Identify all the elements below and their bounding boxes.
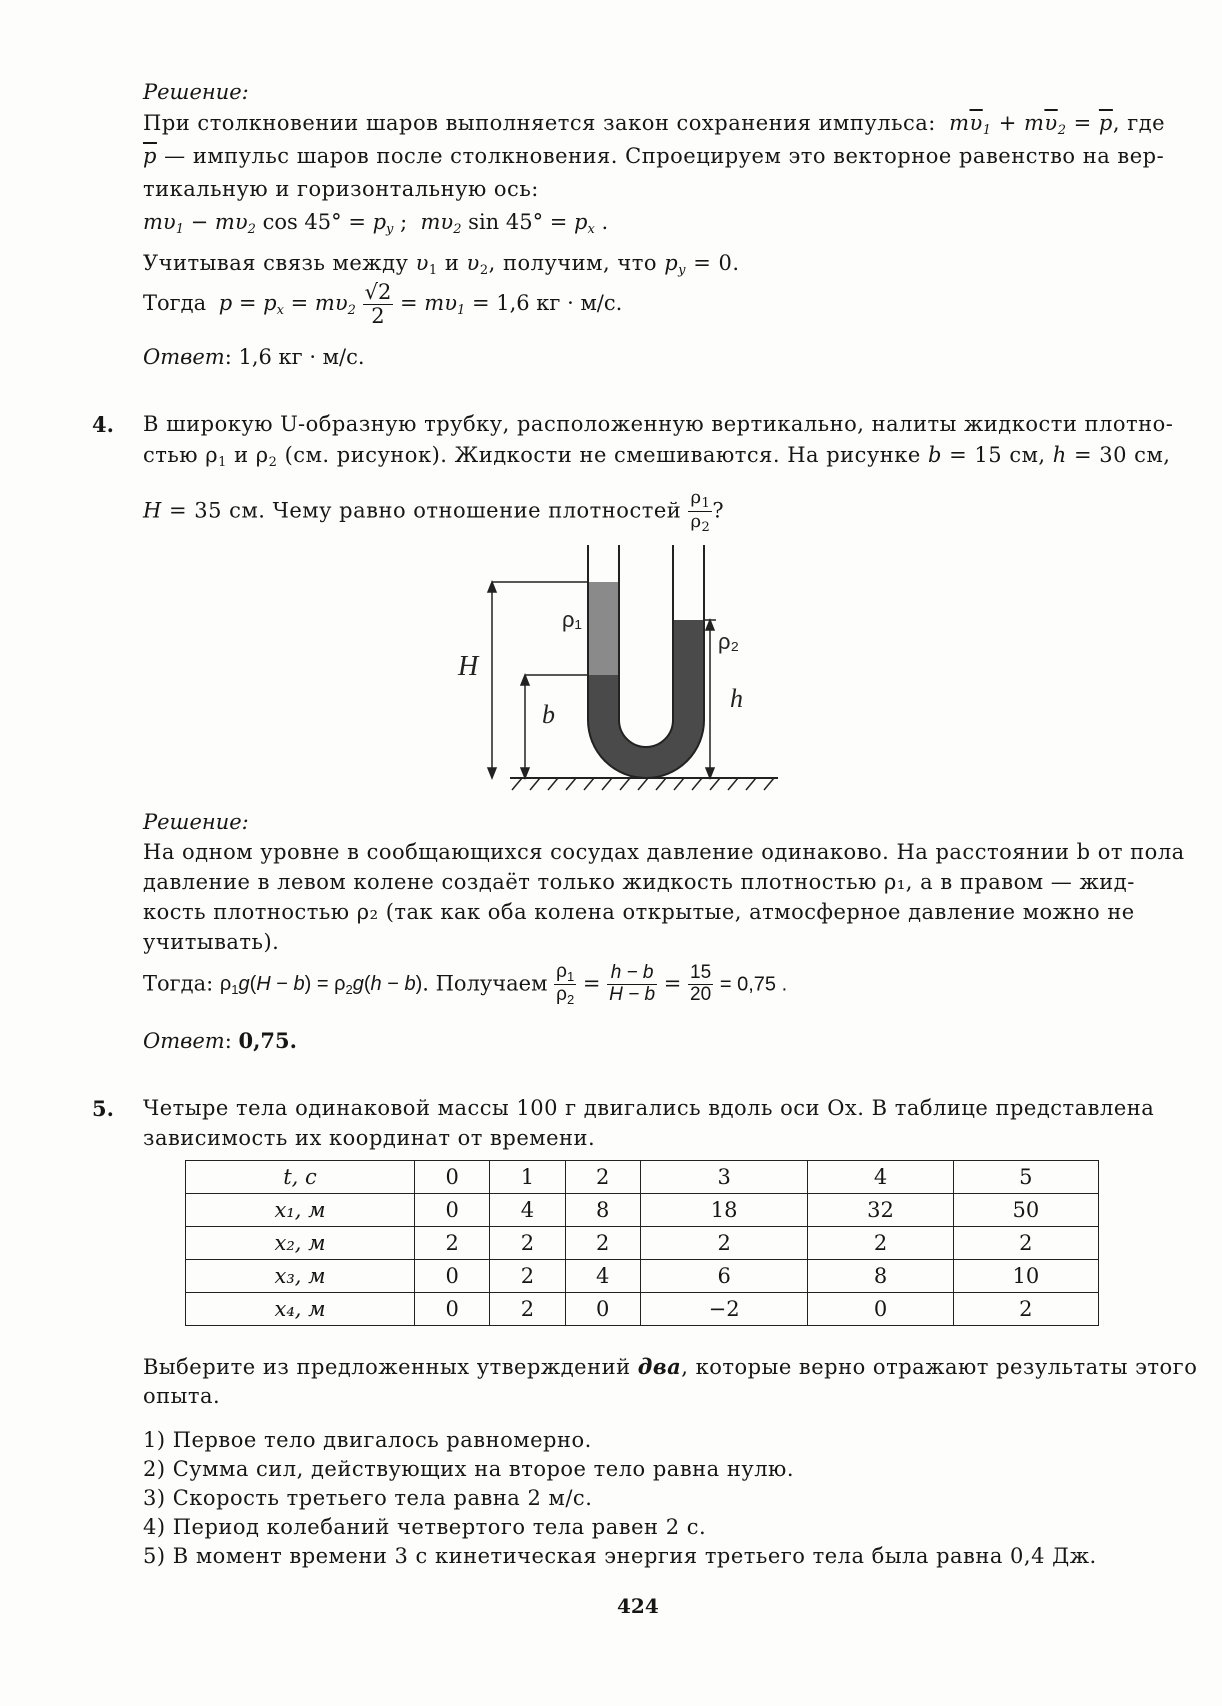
label-h: h: [730, 684, 743, 713]
table-cell: 0: [415, 1161, 490, 1194]
table-cell: 2: [565, 1161, 640, 1194]
paragraph-line: давление в левом колене создаёт только жидкость плотностью ρ₁, а в правом — жид-: [143, 870, 1135, 894]
floor-hatching: [512, 778, 774, 790]
tube-inner-wall: [619, 545, 673, 747]
option-item: 3) Скорость третьего тела равна 2 м/с.: [143, 1486, 593, 1510]
table-cell: 18: [640, 1194, 807, 1227]
table-cell: 5: [953, 1161, 1098, 1194]
table-cell: x₃, м: [186, 1260, 415, 1293]
solution-label: Решение:: [143, 810, 249, 834]
table-cell: 0: [565, 1293, 640, 1326]
formula-result: Тогда $p = p_x = m\upsilon_2$ $\frac{√2}{2}$ = $m\upsilon_1 = 1,6$ кг · м/с.: [143, 280, 623, 329]
paragraph-line: На одном уровне в сообщающихся сосудах давление одинаково. На расстоянии b от пола: [143, 840, 1185, 864]
paragraph-line: зависимость их координат от времени.: [143, 1126, 596, 1150]
table-row: [186, 1260, 1099, 1293]
formula-density-ratio: Тогда: $\rho_1g(H - b) = \rho_2g(h - b)$. Получаем $\frac{\rho_1}{\rho_2}$ = $\frac{h - b}{H - b}$ = $\frac{15}{20}$ = 0,75 .: [143, 961, 788, 1008]
table-cell: 8: [808, 1260, 953, 1293]
table-row: [186, 1227, 1099, 1260]
paragraph-line: В широкую U-образную трубку, расположенную вертикально, налиты жидкости плотно-: [143, 412, 1174, 436]
option-item: 4) Период колебаний четвертого тела равен 2 с.: [143, 1515, 707, 1539]
formula-projection: $m\upsilon_1 - m\upsilon_2$ $\cos 45^\circ = p_y$ ; $m\upsilon_2$ $\sin 45^\circ = p_x$ .: [143, 210, 609, 237]
table-cell: 0: [415, 1293, 490, 1326]
label-H: H: [458, 651, 479, 682]
table-cell: 3: [640, 1161, 807, 1194]
u-tube-figure: [458, 545, 780, 800]
solution-label: Решение:: [143, 80, 249, 104]
liquid-rho1: [588, 582, 619, 675]
table-cell: 4: [565, 1260, 640, 1293]
paragraph-line: Четыре тела одинаковой массы 100 г двигались вдоль оси Ox. В таблице представлена: [143, 1096, 1155, 1120]
table-cell: 2: [490, 1227, 565, 1260]
table-cell: 2: [808, 1227, 953, 1260]
table-cell: 0: [808, 1293, 953, 1326]
paragraph-line: кость плотностью ρ₂ (так как оба колена открытые, атмосферное давление можно не: [143, 900, 1135, 924]
table-cell: x₂, м: [186, 1227, 415, 1260]
table-cell: 32: [808, 1194, 953, 1227]
table-cell: 2: [490, 1260, 565, 1293]
table-cell: 4: [808, 1161, 953, 1194]
table-cell: 8: [565, 1194, 640, 1227]
task-number: 5.: [92, 1096, 114, 1121]
paragraph-line: учитывать).: [143, 930, 280, 954]
table-header-row: [186, 1161, 1099, 1194]
paragraph-line: $\overline{p}$ — импульс шаров после столкновения. Спроецируем это векторное равенство на вер-: [143, 144, 1165, 168]
paragraph-line: Выберите из предложенных утверждений два, которые верно отражают результаты этого: [143, 1354, 1198, 1379]
table-row: [186, 1194, 1099, 1227]
answer-line: Ответ: 1,6 кг · м/с.: [143, 345, 365, 369]
table-cell: 2: [953, 1293, 1098, 1326]
table-cell: 0: [415, 1194, 490, 1227]
table-cell: 2: [490, 1293, 565, 1326]
table-cell: t, c: [186, 1161, 415, 1194]
paragraph-line: опыта.: [143, 1384, 221, 1408]
table-cell: x₄, м: [186, 1293, 415, 1326]
table-row: [186, 1293, 1099, 1326]
dimension-h: [704, 620, 716, 778]
page-number: 424: [617, 1594, 659, 1618]
paragraph-line: При столкновении шаров выполняется закон сохранения импульса: $m\overline{\upsilon}_1 + m\overline{\upsilon}_2 = \overline{p}$, где: [143, 111, 1166, 138]
paragraph-line: тикальную и горизонтальную ось:: [143, 177, 539, 201]
paragraph-line: H = 35 см. Чему равно отношение плотностей $\frac{\rho_1}{\rho_2}$ ?: [143, 487, 725, 536]
table-cell: 6: [640, 1260, 807, 1293]
label-b: b: [542, 700, 555, 729]
table-cell: 0: [415, 1260, 490, 1293]
table-cell: −2: [640, 1293, 807, 1326]
label-rho1: ρ₁: [562, 607, 582, 632]
label-rho2: ρ₂: [718, 629, 740, 654]
task-number: 4.: [92, 412, 114, 437]
answer-line: Ответ: 0,75.: [143, 1028, 297, 1053]
paragraph-line: Учитывая связь между $\upsilon_1$ и $\upsilon_2$, получим, что $p_y = 0$.: [143, 251, 740, 278]
option-item: 1) Первое тело двигалось равномерно.: [143, 1428, 592, 1452]
table-cell: 4: [490, 1194, 565, 1227]
table-cell: 2: [640, 1227, 807, 1260]
table-cell: 50: [953, 1194, 1098, 1227]
paragraph-line: стью $\rho_1$ и $\rho_2$ (см. рисунок). Жидкости не смешиваются. На рисунке b = 15 см, h = 30 см,: [143, 443, 1171, 470]
option-item: 2) Сумма сил, действующих на второе тело равна нулю.: [143, 1457, 794, 1481]
table-cell: 1: [490, 1161, 565, 1194]
coordinates-table: [185, 1160, 1099, 1326]
option-item: 5) В момент времени 3 с кинетическая энергия третьего тела была равна 0,4 Дж.: [143, 1544, 1097, 1568]
table-cell: 2: [565, 1227, 640, 1260]
table-cell: x₁, м: [186, 1194, 415, 1227]
table-cell: 2: [953, 1227, 1098, 1260]
table-cell: 2: [415, 1227, 490, 1260]
table-cell: 10: [953, 1260, 1098, 1293]
